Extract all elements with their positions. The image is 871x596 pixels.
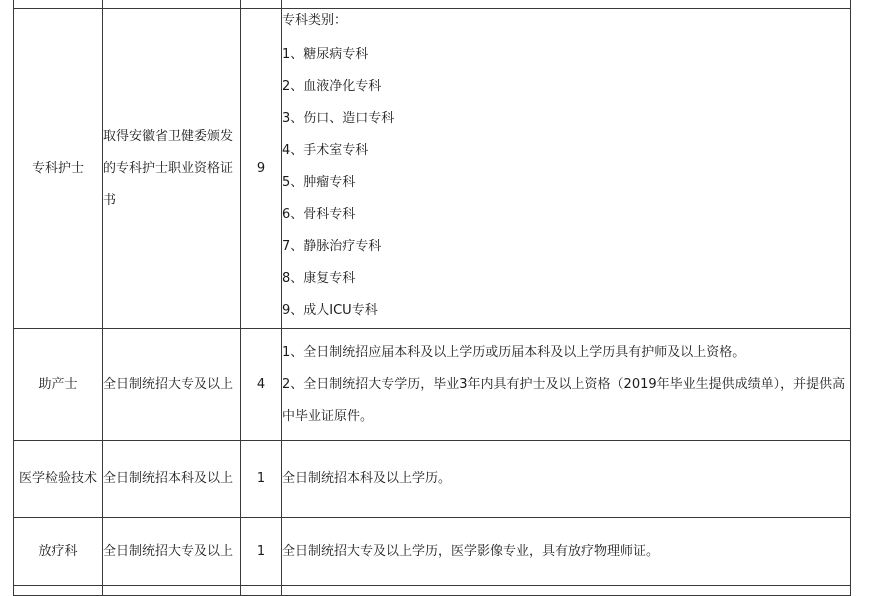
requirement-cell — [103, 329, 241, 441]
category-title: 专科类别： — [282, 13, 348, 28]
details-cell — [282, 441, 851, 518]
details-cell — [282, 329, 851, 441]
detail-paragraph: 1、全日制统招应届本科及以上学历或历届本科及以上学历具有护师及以上资格。 — [282, 344, 746, 360]
details-cell — [282, 518, 851, 586]
category-item: 7、静脉治疗专科 — [282, 239, 382, 254]
requirement-cell — [103, 518, 241, 586]
table-row-bottom-partial — [14, 586, 851, 596]
detail-text: 全日制统招本科及以上学历。 — [282, 471, 452, 487]
position-name: 助产士 — [38, 376, 78, 392]
position-name: 专科护士 — [31, 160, 84, 176]
position-cell — [14, 441, 103, 518]
cell-empty — [103, 0, 241, 9]
headcount: 9 — [256, 160, 266, 176]
table-row-midwife — [14, 329, 851, 441]
requirement-text: 取得安徽省卫健委颁发的专科护士职业资格证书 — [103, 128, 234, 208]
headcount: 1 — [256, 471, 266, 487]
category-item: 1、糖尿病专科 — [282, 47, 369, 62]
category-item: 4、手术室专科 — [282, 143, 369, 158]
category-item: 5、肿瘤专科 — [282, 175, 356, 190]
cell-empty — [282, 0, 851, 9]
detail-text: 全日制统招大专及以上学历，医学影像专业，具有放疗物理师证。 — [282, 543, 660, 559]
position-name: 医学检验技术 — [18, 471, 97, 486]
cell-empty — [103, 586, 241, 596]
position-cell — [14, 329, 103, 441]
category-item: 9、成人ICU专科 — [282, 303, 378, 318]
cell-empty — [14, 586, 103, 596]
detail-paragraph: 2、全日制统招大专学历，毕业3年内具有护士及以上资格（2019年毕业生提供成绩单），并提供高中毕业证原件。 — [282, 376, 846, 424]
recruitment-table — [13, 0, 851, 596]
cell-empty — [241, 586, 282, 596]
cell-empty — [282, 586, 851, 596]
cell-empty — [241, 0, 282, 9]
table-row-radiotherapy — [14, 518, 851, 586]
category-item: 6、骨科专科 — [282, 207, 356, 222]
requirement-text: 全日制统招大专及以上 — [103, 376, 234, 392]
cell-empty — [14, 0, 103, 9]
position-name: 放疗科 — [38, 543, 78, 559]
table-row-top-partial — [14, 0, 851, 9]
requirement-text: 全日制统招大专及以上 — [103, 543, 234, 559]
table-row-specialist-nurse — [14, 9, 851, 329]
headcount-cell — [241, 329, 282, 441]
details-cell — [282, 9, 851, 329]
category-item: 8、康复专科 — [282, 271, 356, 286]
category-item: 2、血液净化专科 — [282, 79, 382, 94]
headcount: 4 — [256, 376, 266, 392]
headcount-cell — [241, 441, 282, 518]
position-cell — [14, 9, 103, 329]
position-cell — [14, 518, 103, 586]
requirement-text: 全日制统招本科及以上 — [103, 471, 234, 486]
headcount-cell — [241, 518, 282, 586]
category-item: 3、伤口、造口专科 — [282, 111, 395, 126]
requirement-cell — [103, 441, 241, 518]
table-row-lab — [14, 441, 851, 518]
requirement-cell — [103, 9, 241, 329]
headcount: 1 — [256, 543, 266, 559]
headcount-cell — [241, 9, 282, 329]
